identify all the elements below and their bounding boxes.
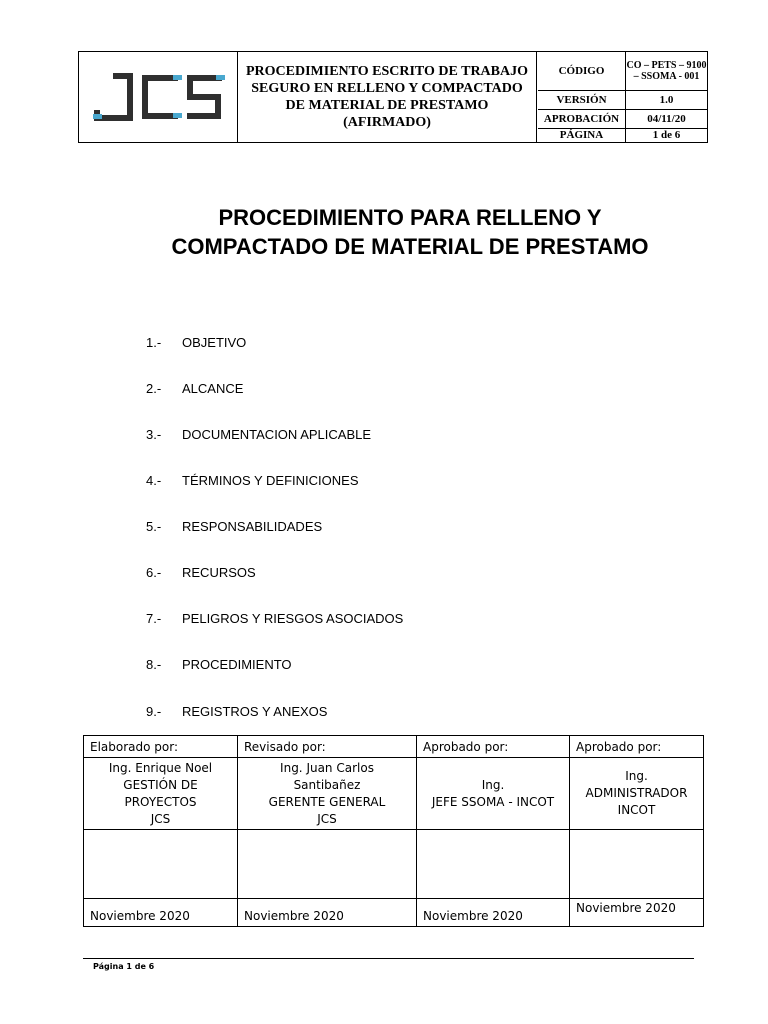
signer-line: INCOT [617,803,656,817]
meta-label: VERSIÓN [538,90,626,109]
date-cell: Noviembre 2020 [570,899,704,927]
jcs-logo-icon [79,52,237,142]
list-item-number: 4.- [146,473,162,488]
column-header: Aprobado por: [570,736,704,758]
header-meta-table [538,52,707,142]
list-item-number: 7.- [146,611,162,626]
list-item-text: RESPONSABILIDADES [182,519,323,534]
list-item-number: 9.- [146,704,162,719]
signer-line: Santibañez [293,777,361,792]
meta-value: CO – PETS – 9100 – SSOMA - 001 [626,60,707,82]
signer-line: PROYECTOS [124,794,197,809]
signature-space [238,830,417,899]
list-item-text: RECURSOS [182,565,256,580]
list-item-number: 3.- [146,427,162,442]
list-item-number: 6.- [146,565,162,580]
table-row [84,830,704,899]
list-item-text: TÉRMINOS Y DEFINICIONES [182,473,359,488]
meta-row-aprobacion [538,109,707,129]
signatures-table [83,735,704,927]
signer-cell [417,758,570,830]
meta-value: 04/11/20 [647,112,686,125]
header-title: PROCEDIMIENTO ESCRITO DE TRABAJO SEGURO EN RELLENO Y COMPACTADO DE MATERIAL DE PRESTAMO (AFIRMADO) [238,52,537,142]
table-row [84,899,704,927]
meta-value: 1.0 [659,93,674,106]
document-header [78,51,708,143]
list-item-number: 2.- [146,381,162,396]
list-item-text: PELIGROS Y RIESGOS ASOCIADOS [182,611,404,626]
meta-row-version [538,90,707,110]
signature-space [570,830,704,899]
signer-line: Ing. Enrique Noel [108,760,213,775]
meta-row-codigo [538,52,707,91]
signer-line: Ing. Juan Carlos [280,760,374,775]
signature-space [417,830,570,899]
list-item-text: OBJETIVO [182,335,247,350]
signer-line: JEFE SSOMA - INCOT [431,794,555,809]
signer-cell [570,758,704,830]
date-cell: Noviembre 2020 [417,899,570,927]
list-item-number: 1.- [146,335,162,350]
date-cell: Noviembre 2020 [84,899,238,927]
meta-label: APROBACIÓN [538,109,626,128]
meta-label: PÁGINA [538,128,626,142]
list-item-text: REGISTROS Y ANEXOS [182,704,328,719]
signer-line: GESTIÓN DE [123,777,198,792]
list-item-text: DOCUMENTACION APLICABLE [182,427,372,442]
table-row [84,736,704,758]
list-item-text: ALCANCE [182,381,244,396]
signature-space [84,830,238,899]
date-cell: Noviembre 2020 [238,899,417,927]
signer-line: Ing. [625,769,648,783]
signer-line: JCS [150,811,171,826]
meta-label: CÓDIGO [538,52,626,90]
signer-line: ADMINISTRADOR [585,786,688,800]
meta-row-pagina [538,128,707,142]
list-item-text: PROCEDIMIENTO [182,657,292,672]
list-item-number: 5.- [146,519,162,534]
table-row [84,758,704,830]
signer-line: Ing. [481,777,505,792]
column-header: Elaborado por: [84,736,238,758]
signer-line: JCS [317,811,337,826]
company-logo [79,52,238,142]
signer-cell [238,758,417,830]
list-item-number: 8.- [146,657,162,672]
column-header: Aprobado por: [417,736,570,758]
footer-divider [83,958,694,959]
column-header: Revisado por: [238,736,417,758]
page-title: PROCEDIMIENTO PARA RELLENO Y COMPACTADO DE MATERIAL DE PRESTAMO [171,205,649,259]
page-number: Página 1 de 6 [93,962,155,971]
meta-value: 1 de 6 [652,129,681,141]
signer-cell [84,758,238,830]
signer-line: GERENTE GENERAL [268,794,386,809]
